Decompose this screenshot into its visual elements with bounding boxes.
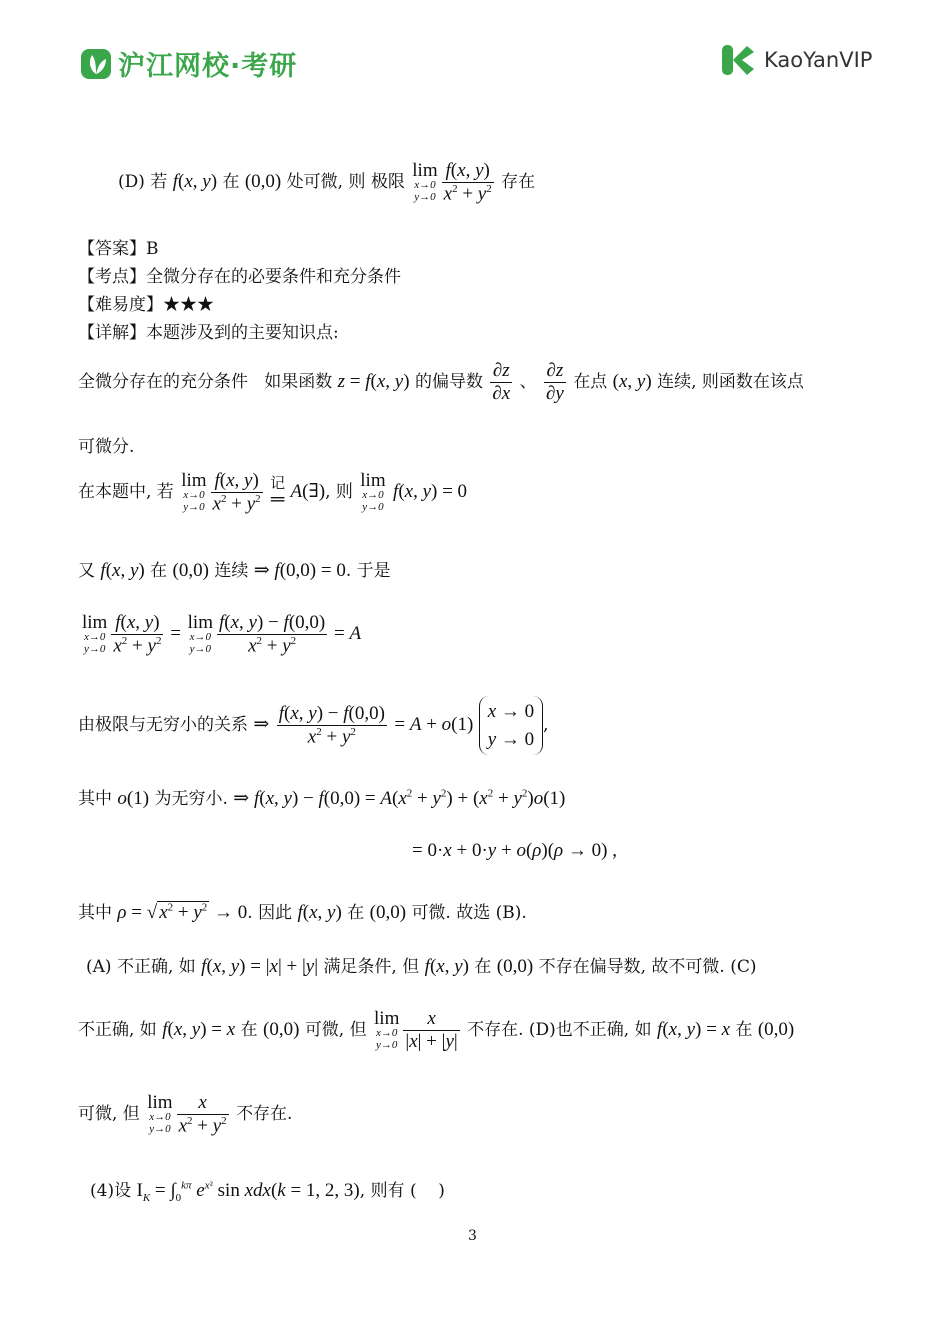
answer-line: 【答案】B xyxy=(78,239,159,259)
continuity-line: 又 f(x, y) 在 (0,0) 连续 ⇒ f(0,0) = 0. 于是 xyxy=(78,560,391,581)
detail-line: 【详解】本题涉及到的主要知识点: xyxy=(78,323,339,343)
limit-equation: lim x→0 y→0 $\frac{f(x, y)}{x^2 + y^2}$ = lim x→0 y→0 $\frac{f(x, y) - f(0,0)}{x^2 + y^2}$ = A xyxy=(82,612,362,657)
question-4: (4)设 $I_K = \int_0^{k\pi}$ $e^{x^2}$ sin xdx(k = 1, 2, 3), 则有 ( ) xyxy=(90,1179,445,1204)
sufficient-condition: 全微分存在的充分条件 如果函数 z = f(x, y) 的偏导数 $\frac{\partial z}{\partial x}$ 、 $\frac{\partial z}{\partial y}$ 在点 (x, y) 连续, 则函数在该点 xyxy=(78,360,804,404)
infinitesimal-line: 其中 o(1) 为无穷小. ⇒ f(x, $y) - f(0,0) = A(x^2 + y^2) + (x^2 + y^2)o(1)$ xyxy=(78,787,566,809)
counter-c: 不正确, 如 f(x, y) = x 在 (0,0) 可微, 但 lim x→0 y→0 $\frac{x}{|x| + |y|}$ 不存在. (D)也不正确, 如 f(x, y) = x 在 (0,0) xyxy=(78,1008,795,1052)
hujiang-logo xyxy=(80,44,297,83)
option-d: (D) 若 f(x, y) 在 (0,0) 处可微, 则 极限 lim x→0 y→0 $\frac{f(x, y)}{x^2 + y^2}$ 存在 xyxy=(118,160,536,205)
counter-a: (A) 不正确, 如 f(x, y) = |x| + |y| 满足条件, 但 f(x, y) 在 (0,0) 不存在偏导数, 故不可微. (C) xyxy=(86,956,757,977)
relation-line: 由极限与无穷小的关系 ⇒ $\frac{f(x, y) - f(0,0)}{x^2 + y^2}$ = A + o(1) x → 0 y → 0 , xyxy=(78,696,549,755)
kaodian-line: 【考点】全微分存在的必要条件和充分条件 xyxy=(78,267,401,287)
rho-line: 其中 ρ = √ $x^2 + y^2 \to 0$. 因此 f(x, y) 在 (0,0) 可微. 故选 (B). xyxy=(78,901,527,923)
counter-d: 可微, 但 lim x→0 y→0 $\frac{x}{x^2 + y^2}$ 不存在. xyxy=(78,1092,293,1137)
equation-continuation: = 0·x + 0·y + o(ρ)(ρ → 0) , xyxy=(412,840,617,861)
k-logo-icon xyxy=(720,42,756,78)
hujiang-logo-text: 沪江网校·考研 xyxy=(118,51,298,82)
in-problem-line: 在本题中, 若 lim x→0 y→0 $\frac{f(x, y)}{x^2 + y^2}$ 记 ═ A(∃), 则 lim x→0 y→0 f(x, y) = 0 xyxy=(78,470,468,515)
kaoyanvip-logo-text: KaoYanVIP xyxy=(764,48,873,72)
sufficient-condition-end: 可微分. xyxy=(78,437,135,457)
leaf-icon xyxy=(80,48,112,80)
page-number: 3 xyxy=(468,1228,477,1244)
difficulty-line: 【难易度】★★★ xyxy=(78,295,214,315)
kaoyanvip-logo xyxy=(720,42,872,78)
